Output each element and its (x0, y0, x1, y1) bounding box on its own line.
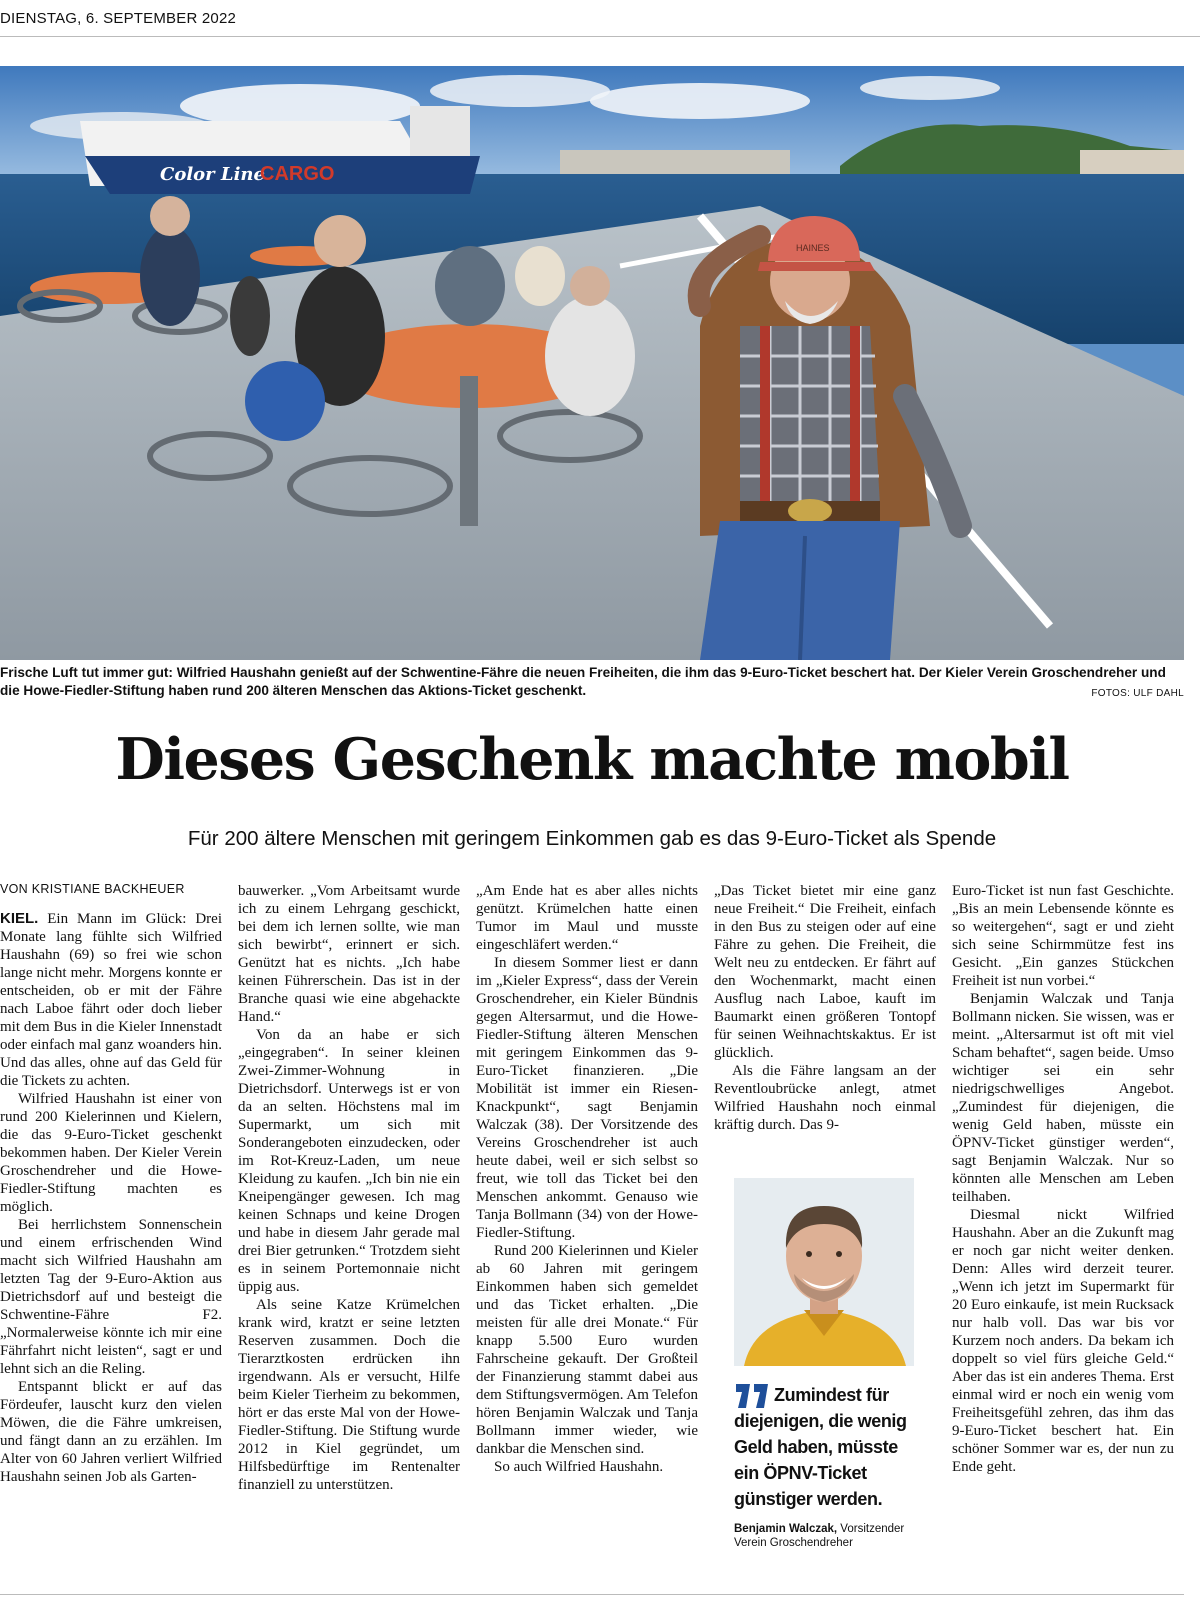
paragraph (0, 910, 222, 1090)
paragraph: Bei herrlichstem Sonnenschein und einem erfrischenden Wind macht sich Wilfried Haushahn am letzten Tag der 9-Euro-Aktion aus Dietrichsdorf auf und besteigt die Schwentine-Fähre F2. „Normalerweise könnte ich mir eine Fährfahrt nicht leisten“, sagt er und lehnt sich an die Reling. (0, 1217, 222, 1377)
ship-type-text: CARGO (260, 163, 335, 185)
ferry-scene-illustration (0, 66, 1184, 660)
subheadline: Für 200 ältere Menschen mit geringem Einkommen gab es das 9-Euro-Ticket als Spende (187, 827, 997, 850)
dateline: DIENSTAG, 6. SEPTEMBER 2022 (0, 10, 237, 27)
paragraph: Als seine Katze Krümelchen krank wird, kratzt er seine letzten Reserven zusammen. Doch die Tierarztkosten erdrücken ihn irgendwann. Als er versucht, Hilfe beim Kieler Tierheim zu bekommen, hört er das erste Mal von der Howe-Fiedler-Stiftung. Die Stiftung wurde 2012 in Kiel gegründet, um Hilfsbedürftige im Rentenalter finanziell zu unterstützen. (238, 1297, 460, 1493)
paragraph-text: Ein Mann im Glück: Drei Monate lang fühlte sich Wilfried Haushahn (69) so frei wie schon lange nicht mehr. Morgens konnte er entscheiden, ob er mit der Fähre nach Laboe fährt oder doch lieber mit dem Bus in die Kieler Innenstadt oder einfach mal ganz woanders hin. Und das alles, ohne auf das Geld für die Tickets zu achten. (0, 911, 222, 1089)
pull-quote: Zumindest für diejenigen, die wenig Geld haben, müsste ein ÖPNV-Ticket günstiger werden. (734, 1385, 907, 1509)
article-column-2 (238, 882, 460, 1494)
portrait-photo (734, 1178, 914, 1366)
photo-credit: FOTOS: ULF DAHL (1091, 688, 1184, 699)
paragraph: Wilfried Haushahn ist einer von rund 200 Kielerinnen und Kielern, die das 9-Euro-Ticket geschenkt bekommen haben. Der Kieler Verein Groschendreher und die Howe-Fiedler-Stiftung machten es möglich. (0, 1091, 222, 1215)
paragraph: Rund 200 Kielerinnen und Kieler ab 60 Jahren mit geringem Einkommen haben sich gemeldet und das Ticket erhalten. „Die meisten für alle drei Monate.“ Für knapp 5.500 Euro wurden Fahrscheine gekauft. Der Großteil der Finanzierung stammt dabei aus dem Stiftungsvermögen. Am Telefon hören Benjamin Walczak und Tanja Bollmann immer wieder, wie dankbar die Menschen sind. (476, 1243, 698, 1457)
quote-author-role: Vorsitzender Verein Groschendreher (734, 1523, 905, 1549)
article-column-3 (476, 882, 698, 1476)
main-photo (0, 66, 1184, 660)
paragraph: bauwerker. „Vom Arbeitsamt wurde ich zu einem Lehrgang geschickt, bei dem ich lernen sollte, wie man sich bewirbt“, erinnert er sich. Genützt hat es nichts. „Ich habe keinen Führerschein. Das ist in der Branche quasi wie eine abgehackte Hand.“ (238, 883, 460, 1025)
paragraph: „Am Ende hat es aber alles nichts genützt. Krümelchen hatte einen Tumor im Maul und musste eingeschläfert werden.“ (476, 883, 698, 953)
paragraph: Entspannt blickt er auf das Fördeufer, lauscht kurz den vielen Möwen, die die Fähre umkreisen, und fängt dann an zu erzählen. Im Alter von 60 Jahren verliert Wilfried Haushahn seinen Job als Garten- (0, 1379, 222, 1485)
paragraph: Euro-Ticket ist nun fast Geschichte. „Bis an mein Lebensende könnte es so weitergehen“, sagt er und zieht sich seine Schirmmütze fest ins Gesicht. „Ein ganzes Stückchen Freiheit ist nun vorbei.“ (952, 883, 1174, 989)
quote-author-name: Benjamin Walczak, (734, 1523, 838, 1535)
portrait-illustration (734, 1178, 914, 1366)
paragraph: Als die Fähre langsam an der Reventloubrücke anlegt, atmet Wilfried Haushahn noch einmal kräftig durch. Das 9- (714, 1063, 936, 1133)
top-rule (0, 36, 1200, 37)
dateline-city: KIEL. (0, 910, 39, 927)
cap-text: HAINES (796, 243, 830, 253)
quote-attribution (734, 1522, 934, 1550)
byline: VON KRISTIANE BACKHEUER (0, 882, 185, 896)
photo-caption: Frische Luft tut immer gut: Wilfried Haushahn genießt auf der Schwentine-Fähre die neuen Freiheiten, die ihm das 9-Euro-Ticket beschert hat. Der Kieler Verein Groschendreher und die Howe-Fiedler-Stiftung haben rund 200 älteren Menschen das Aktions-Ticket geschenkt. (0, 665, 1166, 698)
paragraph: So auch Wilfried Haushahn. (494, 1459, 664, 1475)
bottom-rule (0, 1594, 1184, 1595)
article-column-1 (0, 910, 222, 1486)
paragraph: „Das Ticket bietet mir eine ganz neue Freiheit.“ Die Freiheit, einfach in den Bus zu steigen oder auf eine Fähre zu gehen. Die Freiheit, die Welt neu zu entdecken. Er fährt auf den Wochenmarkt, macht einen Ausflug nach Laboe, kauft im Baumarkt einen größeren Tontopf für seinen Weihnachtskaktus. Er ist glücklich. (714, 883, 936, 1061)
paragraph: In diesem Sommer liest er dann im „Kieler Express“, dass der Verein Groschendreher, ein Kieler Bündnis gegen Altersarmut, und die Howe-Fiedler-Stiftung älteren Menschen mit geringem Einkommen das 9-Euro-Ticket finanzieren. „Die Mobilität ist immer ein Riesen-Knackpunkt“, sagt Benjamin Walczak (38). Der Vorsitzende des Vereins Groschendreher ist auch heute dabei, weil er sich selbst so freut, wie toll das Ticket bei den Menschen ankommt. Genauso wie Tanja Bollmann (34) von der Howe-Fiedler-Stiftung. (476, 955, 698, 1241)
paragraph: Von da an habe er sich „eingegraben“. In seiner kleinen Zwei-Zimmer-Wohnung in Dietrichsdorf. Unterwegs ist er von da an selten. Höchstens mal im Supermarkt, um sich mit Sonderangeboten einzudecken, oder im Rot-Kreuz-Laden, um neue Kleidung zu kaufen. „Ich bin nie ein Kneipengänger gewesen. Ich mag keinen Schnaps und keine Drogen und habe in diesem Jahr gerade mal drei Bier getrunken.“ Trotzdem sieht es in seinem Portemonnaie nicht üppig aus. (238, 1027, 460, 1295)
headline: Dieses Geschenk machte mobil (115, 726, 1069, 793)
paragraph: Benjamin Walczak und Tanja Bollmann nicken. Sie wissen, was er meint. „Altersarmut ist oft mit viel Scham behaftet“, sagen beide. Umso wichtiger sei ein sehr niedrigschwelliges Angebot. „Zumindest für diejenigen, die wenig Geld haben, müsste ein ÖPNV-Ticket günstiger werden“, sagt Benjamin Walczak. Nur so könnten alle Menschen am Leben teilhaben. (952, 991, 1174, 1205)
paragraph: Diesmal nickt Wilfried Haushahn. Aber an die Zukunft mag er noch gar nicht weiter denken. Denn: Alles wird derzeit teurer. „Wenn ich jetzt im Supermarkt für 20 Euro einkaufe, ist mein Rucksack nur halb voll. Das war bis vor Kurzem noch anders. Da bekam ich doppelt so viel fürs gleiche Geld.“ Aber das ist ein anderes Thema. Erst einmal wird er noch ein wenig vom Freiheitsgefühl zehren, das ihm das 9-Euro-Ticket beschert hat. Ein schöner Sommer war es, der nun zu Ende geht. (952, 1207, 1174, 1475)
ship-brand-text: Color Line (160, 164, 265, 185)
article-column-4 (714, 882, 936, 1134)
article-column-5 (952, 882, 1174, 1476)
